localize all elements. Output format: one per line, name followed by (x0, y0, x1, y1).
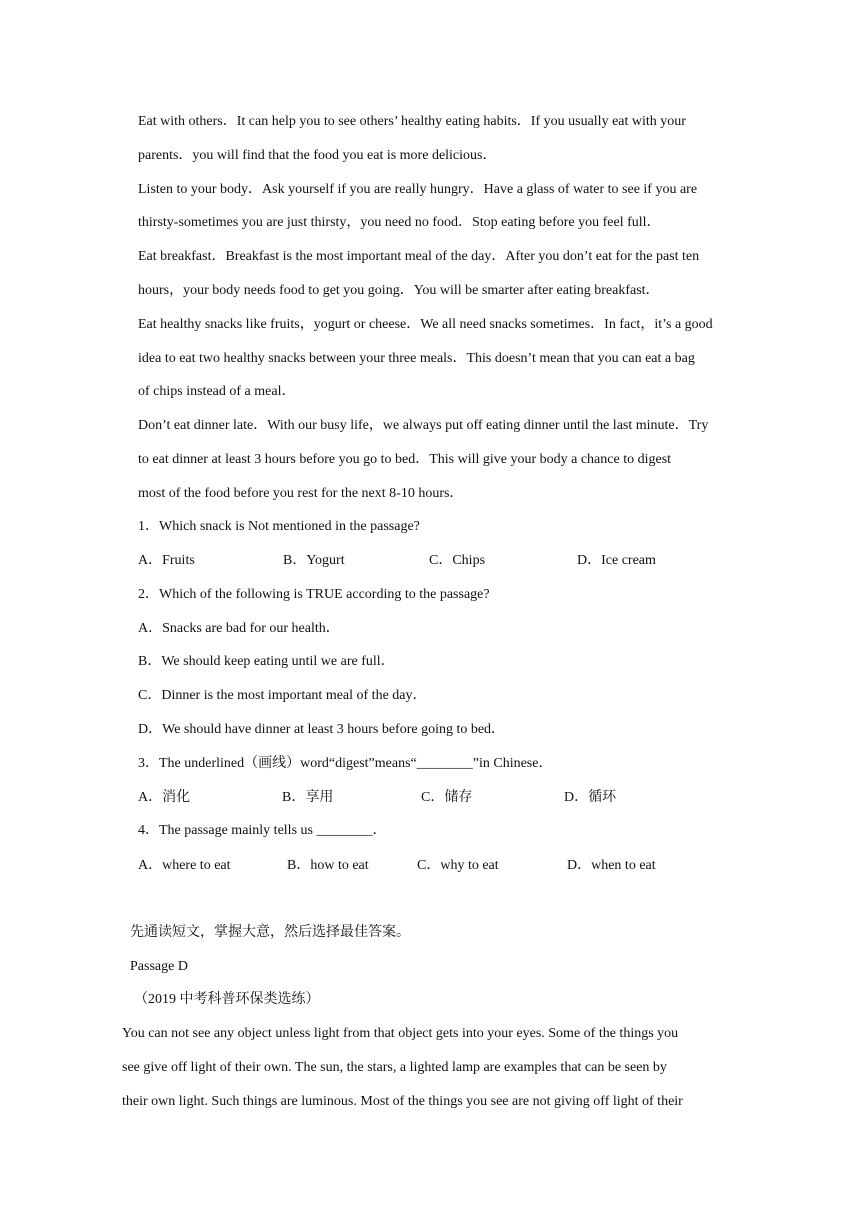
passage-line: Eat with others．It can help you to see others’ healthy eating habits．If you usually eat with your (138, 114, 686, 129)
q3-option-a: A．消化 (138, 790, 191, 805)
passage-line: Eat healthy snacks like fruits，yogurt or cheese．We all need snacks sometimes．In fact，it’s a good (138, 317, 713, 332)
q1-option-d: D．Ice cream (577, 553, 656, 568)
q3-option-d: D．循环 (564, 790, 617, 805)
passage-line: hours，your body needs food to get you going．You will be smarter after eating breakfast． (138, 283, 660, 298)
passage-line: parents．you will find that the food you eat is more delicious． (138, 148, 497, 163)
section-instruction: 先通读短文，掌握大意，然后选择最佳答案。 (130, 925, 410, 940)
passage-line: to eat dinner at least 3 hours before you go to bed．This will give your body a chance to digest (138, 452, 672, 467)
question-3-stem: 3．The underlined（画线）word“digest”means“________”in Chinese． (138, 756, 553, 771)
q2-option-a: A．Snacks are bad for our health． (138, 621, 340, 636)
passage-line: of chips instead of a meal． (138, 384, 296, 399)
q1-option-c: C．Chips (429, 553, 486, 568)
question-2-stem: 2．Which of the following is TRUE according to the passage? (138, 587, 490, 602)
passage-line: Don’t eat dinner late．With our busy life，we always put off eating dinner until the last minute．Try (138, 418, 709, 433)
passage-line: Eat breakfast．Breakfast is the most important meal of the day．After you don’t eat for the past ten (138, 249, 700, 264)
passage-line: thirsty-sometimes you are just thirsty，you need no food．Stop eating before you feel full． (138, 215, 661, 230)
q4-option-a: A．where to eat (138, 858, 231, 873)
passage-line: their own light. Such things are luminous. Most of the things you see are not giving off light of their (122, 1094, 683, 1109)
q1-option-a: A．Fruits (138, 553, 195, 568)
question-1-stem: 1．Which snack is Not mentioned in the passage? (138, 519, 420, 534)
q2-option-c: C．Dinner is the most important meal of the day． (138, 688, 427, 703)
q4-option-d: D．when to eat (567, 858, 656, 873)
passage-source: （2019 中考科普环保类选练） (134, 992, 320, 1007)
question-4-stem: 4．The passage mainly tells us ________． (138, 823, 387, 838)
passage-line: see give off light of their own. The sun, the stars, a lighted lamp are examples that can be seen by (122, 1060, 667, 1075)
q2-option-b: B．We should keep eating until we are full． (138, 654, 395, 669)
passage-line: idea to eat two healthy snacks between your three meals．This doesn’t mean that you can eat a bag (138, 351, 695, 366)
passage-title: Passage D (130, 959, 188, 974)
passage-line: Listen to your body．Ask yourself if you are really hungry．Have a glass of water to see if you are (138, 182, 698, 197)
q4-option-c: C．why to eat (417, 858, 499, 873)
q1-option-b: B．Yogurt (283, 553, 345, 568)
q3-option-c: C．储存 (421, 790, 473, 805)
passage-line: most of the food before you rest for the next 8-10 hours． (138, 486, 464, 501)
q3-option-b: B．享用 (282, 790, 334, 805)
q4-option-b: B．how to eat (287, 858, 369, 873)
q2-option-d: D．We should have dinner at least 3 hours before going to bed． (138, 722, 506, 737)
passage-line: You can not see any object unless light from that object gets into your eyes. Some of the things you (122, 1026, 679, 1041)
